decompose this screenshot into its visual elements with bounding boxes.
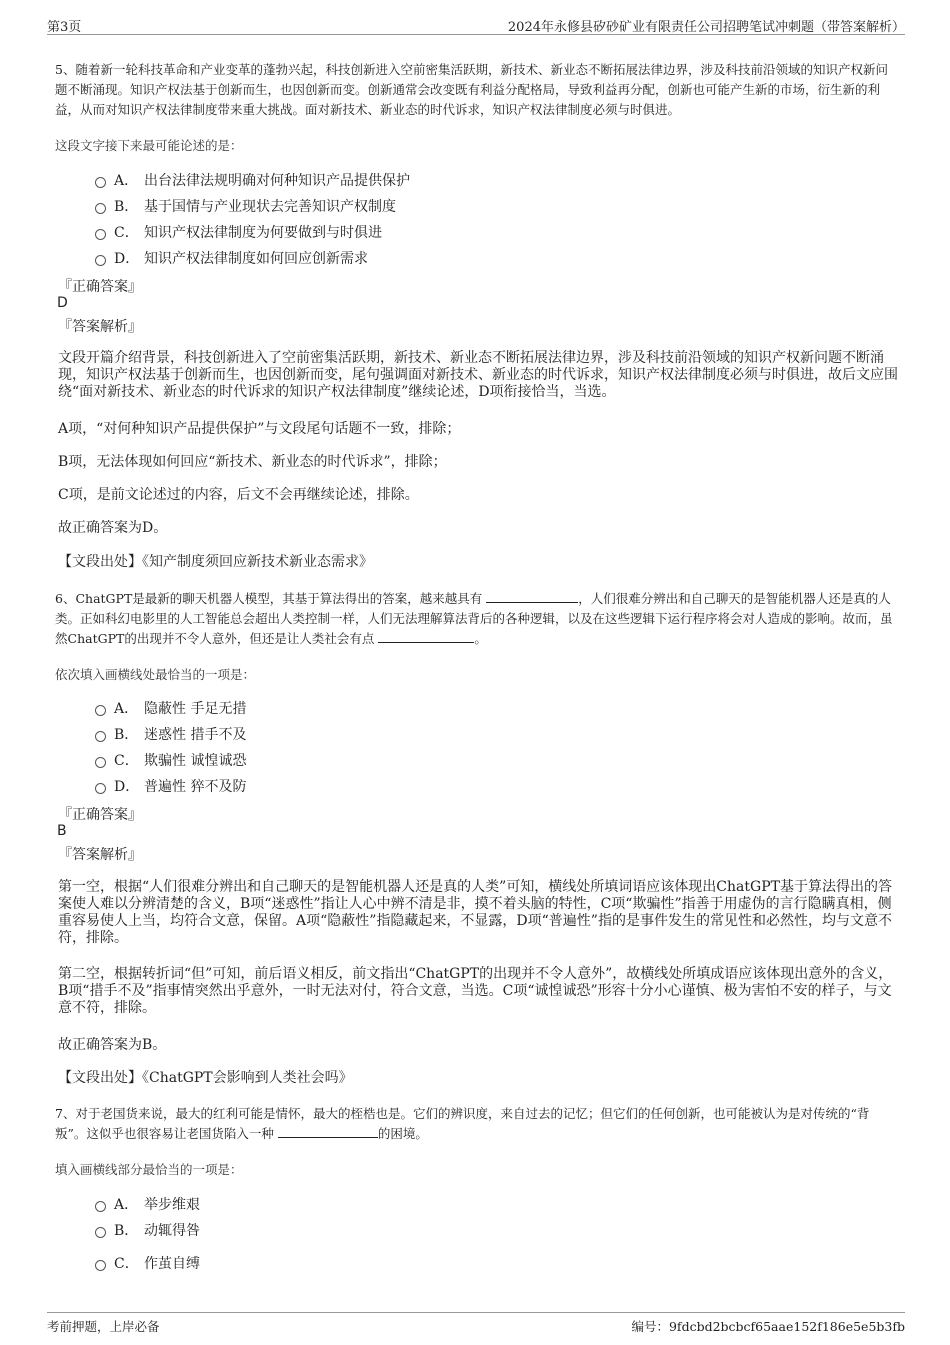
question-5-analysis-tag: 『答案解析』 <box>58 319 142 335</box>
question-7-option-c[interactable]: C． 作茧自缚 <box>95 1253 200 1273</box>
question-5-prompt: 这段文字接下来最可能论述的是： <box>55 138 243 153</box>
question-6-option-d[interactable]: D． 普遍性 猝不及防 <box>95 776 246 796</box>
radio-icon[interactable] <box>95 705 106 716</box>
fill-blank <box>378 630 474 643</box>
question-6-analysis-first-blank: 第一空，根据“人们很难分辨出和自己聊天的是智能机器人还是真的人类”可知，横线处所填词语应该体现出ChatGPT基于算法得出的答案使人难以分辨清楚的含义，B项“迷惑性”指让人心中辨不清是非，摸不着头脑的特性，C项“欺骗性”指善于用虚伪的言行隐瞒真相，侧重容易使人上当，均符合文意，保留。A项“隐蔽性”指隐藏起来，不显露，D项“普遍性”指的是事件发生的常见性和必然性，均与文意不符，排除。 <box>58 879 892 946</box>
question-5-answer-tag: 『正确答案』 <box>58 279 142 295</box>
question-5-answer: D <box>57 295 68 311</box>
question-6-source: 【文段出处】《ChatGPT会影响到人类社会吗》 <box>58 1070 353 1086</box>
question-7-stem: 7、对于老国货来说，最大的红利可能是情怀，最大的桎梏也是。它们的辨识度，来自过去的记忆；但它们的任何创新，也可能被认为是对传统的“背叛”。这似乎也很容易让老国货陷入一种 的困境。 <box>55 1106 870 1141</box>
document-title: 2024年永修县矽砂矿业有限责任公司招聘笔试冲刺题（带答案解析） <box>507 20 905 35</box>
radio-icon[interactable] <box>95 177 106 188</box>
question-6-option-c[interactable]: C． 欺骗性 诚惶诚恐 <box>95 750 246 770</box>
question-5-option-c[interactable]: C． 知识产权法律制度为何要做到与时俱进 <box>95 222 382 242</box>
question-6-answer-tag: 『正确答案』 <box>58 807 142 823</box>
question-6-analysis-tag: 『答案解析』 <box>58 847 142 863</box>
document-id: 编号：9fdcbd2bcbcf65aae152f186e5e5b3fb <box>631 1319 905 1334</box>
footer-slogan: 考前押题，上岸必备 <box>47 1319 160 1334</box>
question-7-prompt: 填入画横线部分最恰当的一项是： <box>55 1162 243 1177</box>
radio-icon[interactable] <box>95 783 106 794</box>
page-number: 第3页 <box>47 20 82 35</box>
question-5-analysis-main: 文段开篇介绍背景，科技创新进入了空前密集活跃期，新技术、新业态不断拓展法律边界，涉及科技前沿领域的知识产权新问题不断涌现，知识产权法基于创新而生，也因创新而变，尾句强调面对新技术、新业态的时代诉求，知识产权法律制度必须与时俱进，故后文应围绕“面对新技术、新业态的时代诉求的知识产权法律制度”继续论述，D项衔接恰当，当选。 <box>58 350 898 400</box>
radio-icon[interactable] <box>95 1260 106 1271</box>
question-7-option-a[interactable]: A． 举步维艰 <box>95 1194 200 1214</box>
question-6-stem: 6、ChatGPT是最新的聊天机器人模型，其基于算法得出的答案，越来越具有 ，人们很难分辨出和自己聊天的是智能机器人还是真的人类。正如科幻电影里的人工智能总会超出人类控制一样，人们无法理解算法背后的各种逻辑，以及在这些逻辑下运行程序将会对人造成的影响。故而，虽然ChatGPT的出现并不令人意外，但还是让人类社会有点 。 <box>55 591 893 646</box>
radio-icon[interactable] <box>95 1227 106 1238</box>
question-6-answer: B <box>57 823 67 839</box>
radio-icon[interactable] <box>95 203 106 214</box>
question-6-prompt: 依次填入画横线处最恰当的一项是： <box>55 667 256 682</box>
radio-icon[interactable] <box>95 1201 106 1212</box>
question-7-option-b[interactable]: B． 动辄得咎 <box>95 1220 200 1240</box>
page-footer <box>47 1312 905 1334</box>
question-5-option-b[interactable]: B． 基于国情与产业现状去完善知识产权制度 <box>95 196 396 216</box>
question-5-analysis-b: B项，无法体现如何回应“新技术、新业态的时代诉求”，排除； <box>58 454 447 470</box>
question-5-option-d[interactable]: D． 知识产权法律制度如何回应创新需求 <box>95 248 368 268</box>
question-5-source: 【文段出处】《知产制度须回应新技术新业态需求》 <box>58 554 373 570</box>
question-5-analysis-c: C项，是前文论述过的内容，后文不会再继续论述，排除。 <box>58 487 419 503</box>
question-6-analysis-second-blank: 第二空，根据转折词“但”可知，前后语义相反，前文指出“ChatGPT的出现并不令人意外”，故横线处所填成语应该体现出意外的含义，B项“措手不及”指事情突然出乎意外，一时无法对付，符合文意，当选。C项“诚惶诚恐”形容十分小心谨慎、极为害怕不安的样子，与文意不符，排除。 <box>58 966 893 1016</box>
question-5-option-a[interactable]: A． 出台法律法规明确对何种知识产品提供保护 <box>95 170 410 190</box>
page-header <box>47 14 905 35</box>
radio-icon[interactable] <box>95 255 106 266</box>
radio-icon[interactable] <box>95 229 106 240</box>
question-5-analysis-a: A项，“对何种知识产品提供保护”与文段尾句话题不一致，排除； <box>58 421 461 437</box>
fill-blank <box>278 1125 378 1138</box>
question-6-option-a[interactable]: A． 隐蔽性 手足无措 <box>95 698 246 718</box>
radio-icon[interactable] <box>95 731 106 742</box>
question-5-stem: 5、随着新一轮科技革命和产业变革的蓬勃兴起，科技创新进入空前密集活跃期，新技术、新业态不断拓展法律边界，涉及科技前沿领域的知识产权新问题不断涌现。知识产权法基于创新而生，也因创新而变。创新通常会改变既有利益分配格局，导致利益再分配，创新也可能产生新的市场，衍生新的利益，从而对知识产权法律制度带来重大挑战。面对新技术、新业态的时代诉求，知识产权法律制度必须与时俱进。 <box>55 62 888 117</box>
question-6-conclusion: 故正确答案为B。 <box>58 1037 167 1053</box>
fill-blank <box>486 590 578 603</box>
question-6-option-b[interactable]: B． 迷惑性 措手不及 <box>95 724 246 744</box>
radio-icon[interactable] <box>95 757 106 768</box>
question-5-conclusion: 故正确答案为D。 <box>58 520 168 536</box>
